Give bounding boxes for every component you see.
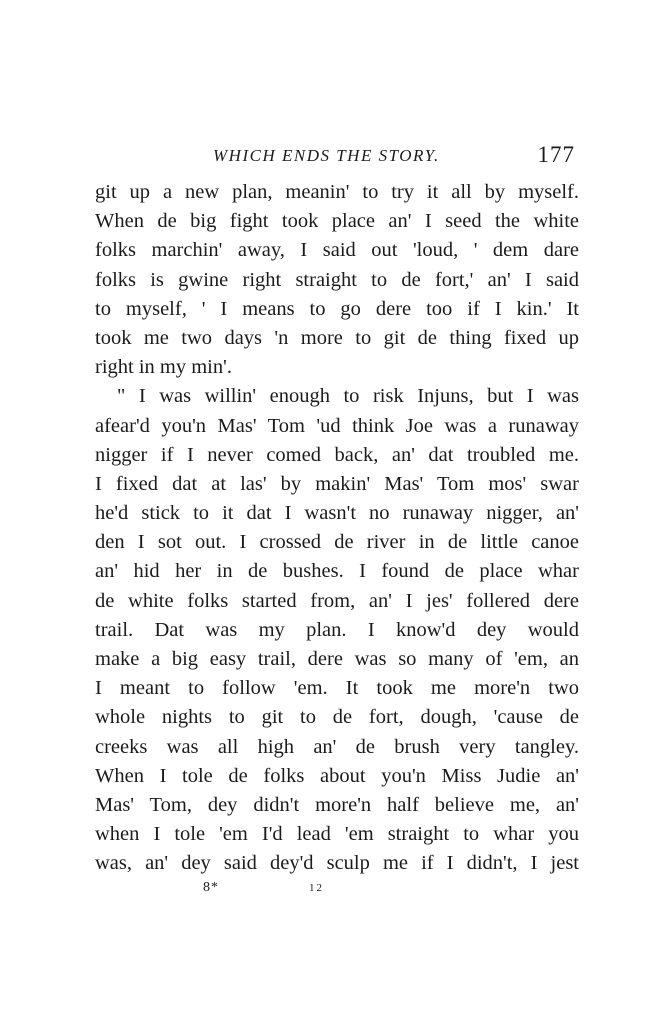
text-line: den I sot out. I crossed de river in de little canoe [95,531,579,554]
text-line: creeks was all high an' de brush very tangley. [95,735,579,758]
text-line: when I tole 'em I'd lead 'em straight to whar you [95,823,579,846]
running-head [95,142,579,172]
text-line: trail. Dat was my plan. I know'd dey would [95,618,579,641]
text-line: he'd stick to it dat I wasn't no runaway nigger, an' [95,502,579,525]
running-title: WHICH ENDS THE STORY. [213,146,440,165]
body-text [95,178,579,879]
signature-mark: 8* [203,880,219,895]
text-line: whole nights to git to de fort, dough, 'cause de [95,706,579,729]
text-line: " I was willin' enough to risk Injuns, but I was [117,385,579,408]
text-line: took me two days 'n more to git de thing fixed up [95,326,579,349]
page-footer [95,880,579,902]
text-line: folks marchin' away, I said out 'loud, ' dem dare [95,239,579,262]
text-line: an' hid her in de bushes. I found de place whar [95,560,579,583]
text-line: When I tole de folks about you'n Miss Judie an' [95,764,579,787]
text-line: nigger if I never comed back, an' dat troubled me. [95,443,579,466]
text-line: was, an' dey said dey'd sculp me if I didn't, I jest [95,852,579,875]
text-line: folks is gwine right straight to de fort,' an' I said [95,268,579,291]
text-line: de white folks started from, an' I jes' follered dere [95,589,579,612]
gathering-number: 12 [309,882,324,894]
text-line: make a big easy trail, dere was so many of 'em, an [95,648,579,670]
text-line: git up a new plan, meanin' to try it all by myself. [95,181,579,203]
text-line: I fixed dat at las' by makin' Mas' Tom mos' swar [95,472,579,495]
text-line: When de big fight took place an' I seed the white [95,210,579,233]
text-line: right in my min'. [95,356,232,379]
text-line: I meant to follow 'em. It took me more'n two [95,677,579,700]
text-line: Mas' Tom, dey didn't more'n half believe me, an' [95,793,579,816]
text-line: afear'd you'n Mas' Tom 'ud think Joe was a runaway [95,414,579,437]
page-number: 177 [537,142,575,167]
text-line: to myself, ' I means to go dere too if I kin.' It [95,297,579,320]
